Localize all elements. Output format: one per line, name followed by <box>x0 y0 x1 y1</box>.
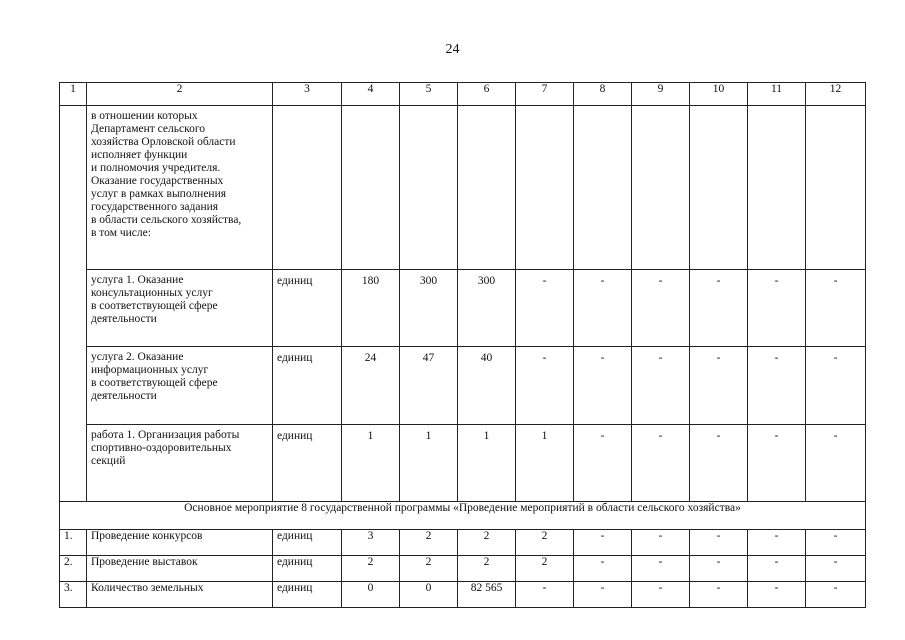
row-name-cell: услуга 2. Оказание информационных услуг в соответствующей сфере деятельности <box>87 347 273 425</box>
row-value-cell: 2 <box>342 556 400 582</box>
section-title: Основное мероприятие 8 государственной программы «Проведение мероприятий в области сельского хозяйства» <box>60 502 866 530</box>
row-value-cell: 180 <box>342 270 400 347</box>
row-value-cell: - <box>632 425 690 502</box>
row-value-cell: 82 565 <box>458 582 516 608</box>
row-name-cell: услуга 1. Оказание консультационных услуг в соответствующей сфере деятельности <box>87 270 273 347</box>
row-value-cell: - <box>806 347 866 425</box>
row-name-cell: в отношении которых Департамент сельского хозяйства Орловской области исполняет функции и полномочия учредителя. Оказание государственных услуг в рамках выполнения государственного задания в области сельского хозяйства, в том числе: <box>87 106 273 270</box>
row-value-cell: - <box>574 556 632 582</box>
row-value-cell: 1 <box>342 425 400 502</box>
empty-cell <box>342 106 400 270</box>
row-value-cell: 2 <box>516 530 574 556</box>
empty-cell <box>806 106 866 270</box>
row-value-cell: - <box>574 582 632 608</box>
header-cell: 5 <box>400 83 458 106</box>
empty-cell <box>574 106 632 270</box>
row-value-cell: - <box>690 347 748 425</box>
row-value-cell: 2 <box>458 530 516 556</box>
table-row <box>60 582 866 608</box>
row-value-cell: 2 <box>400 556 458 582</box>
row-value-cell: - <box>748 347 806 425</box>
row-value-cell: 2 <box>400 530 458 556</box>
row-value-cell: - <box>690 270 748 347</box>
header-cell: 11 <box>748 83 806 106</box>
row-value-cell: - <box>806 530 866 556</box>
row-value-cell: 300 <box>400 270 458 347</box>
row-unit-cell: единиц <box>273 425 342 502</box>
row-value-cell: 300 <box>458 270 516 347</box>
header-cell: 8 <box>574 83 632 106</box>
row-value-cell: - <box>690 582 748 608</box>
row-value-cell: 2 <box>458 556 516 582</box>
row-value-cell: - <box>748 556 806 582</box>
row-name-cell: Проведение конкурсов <box>87 530 273 556</box>
row-value-cell: - <box>516 270 574 347</box>
empty-cell <box>690 106 748 270</box>
row-value-cell: - <box>690 530 748 556</box>
row-name-cell: Количество земельных <box>87 582 273 608</box>
row-value-cell: 2 <box>516 556 574 582</box>
row-value-cell: - <box>632 530 690 556</box>
header-cell: 9 <box>632 83 690 106</box>
row-value-cell: 1 <box>458 425 516 502</box>
row-value-cell: - <box>632 582 690 608</box>
table-row <box>60 556 866 582</box>
empty-cell <box>273 106 342 270</box>
page-number: 24 <box>445 42 460 57</box>
data-table <box>59 82 866 608</box>
row-unit-cell: единиц <box>273 270 342 347</box>
row-value-cell: 1 <box>516 425 574 502</box>
header-cell: 3 <box>273 83 342 106</box>
row-value-cell: - <box>806 582 866 608</box>
row-value-cell: - <box>574 347 632 425</box>
row-number-cell <box>60 106 87 502</box>
row-value-cell: - <box>806 556 866 582</box>
row-value-cell: - <box>632 270 690 347</box>
row-value-cell: 40 <box>458 347 516 425</box>
header-cell: 2 <box>87 83 273 106</box>
header-cell: 7 <box>516 83 574 106</box>
table-row <box>60 530 866 556</box>
row-value-cell: - <box>690 425 748 502</box>
header-cell: 4 <box>342 83 400 106</box>
row-value-cell: 0 <box>400 582 458 608</box>
row-number-cell: 1. <box>60 530 87 556</box>
header-cell: 6 <box>458 83 516 106</box>
row-name-cell: работа 1. Организация работы спортивно-оздоровительных секций <box>87 425 273 502</box>
row-value-cell: - <box>748 530 806 556</box>
empty-cell <box>400 106 458 270</box>
row-value-cell: - <box>806 270 866 347</box>
header-cell: 10 <box>690 83 748 106</box>
row-value-cell: - <box>516 582 574 608</box>
row-value-cell: - <box>806 425 866 502</box>
row-value-cell: - <box>748 425 806 502</box>
row-value-cell: - <box>748 270 806 347</box>
table-row <box>60 347 866 425</box>
empty-cell <box>632 106 690 270</box>
row-value-cell: - <box>574 270 632 347</box>
row-value-cell: - <box>690 556 748 582</box>
section-row <box>60 502 866 530</box>
row-value-cell: - <box>574 425 632 502</box>
row-unit-cell: единиц <box>273 582 342 608</box>
row-name-cell: Проведение выставок <box>87 556 273 582</box>
empty-cell <box>516 106 574 270</box>
row-value-cell: - <box>574 530 632 556</box>
empty-cell <box>458 106 516 270</box>
header-cell: 12 <box>806 83 866 106</box>
header-cell: 1 <box>60 83 87 106</box>
empty-cell <box>748 106 806 270</box>
row-value-cell: 24 <box>342 347 400 425</box>
row-value-cell: - <box>516 347 574 425</box>
row-unit-cell: единиц <box>273 347 342 425</box>
row-value-cell: 1 <box>400 425 458 502</box>
row-value-cell: 47 <box>400 347 458 425</box>
row-value-cell: - <box>632 347 690 425</box>
row-value-cell: - <box>632 556 690 582</box>
table-row <box>60 425 866 502</box>
table-row <box>60 270 866 347</box>
row-value-cell: - <box>748 582 806 608</box>
row-unit-cell: единиц <box>273 530 342 556</box>
row-value-cell: 3 <box>342 530 400 556</box>
row-number-cell: 3. <box>60 582 87 608</box>
table-row <box>60 106 866 270</box>
row-unit-cell: единиц <box>273 556 342 582</box>
row-number-cell: 2. <box>60 556 87 582</box>
header-row <box>60 83 866 106</box>
row-value-cell: 0 <box>342 582 400 608</box>
